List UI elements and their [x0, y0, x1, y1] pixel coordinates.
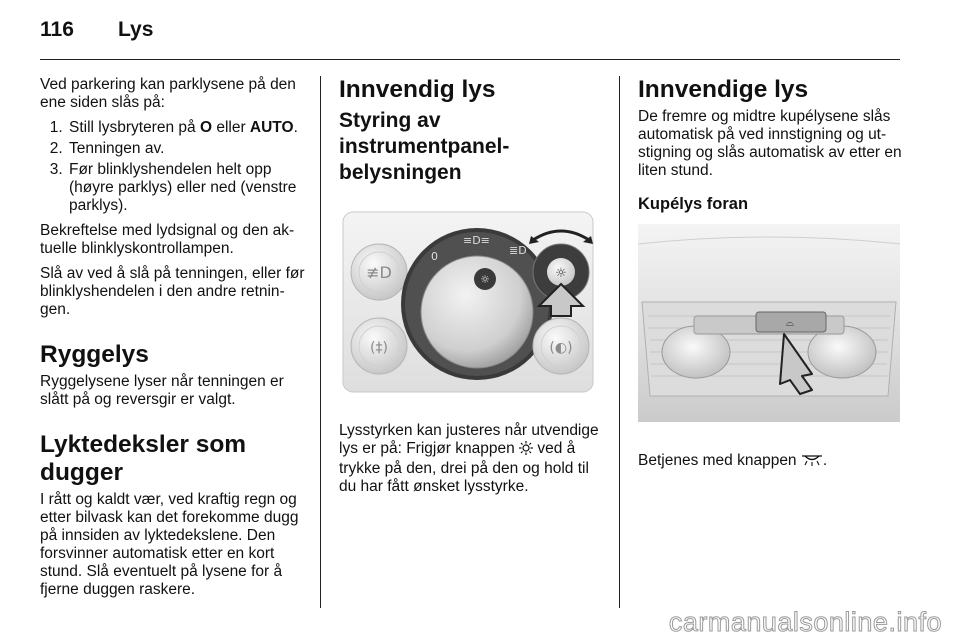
column-divider-2 [619, 76, 620, 608]
watermark: carmanualsonline.info [668, 607, 942, 637]
svg-text:0: 0 [431, 250, 438, 263]
confirmation-text: Bekreftelse med lydsignal og den aktuelle blinklyskontrollampen. [40, 222, 295, 257]
step-1: 1. Still lysbryteren på O eller AUTO. [67, 119, 308, 137]
column-2 [339, 76, 607, 503]
svg-text:☼: ☼ [480, 273, 490, 286]
dimmer-instructions: Lysstyrken kan justeres når utvendige lys er på: Frigjør knappen ved å trykke på den, drei på den og hold til du har fått ønsket lysstyrke. [339, 422, 599, 495]
column-1 [40, 76, 308, 606]
parking-intro: Ved parkering kan parklysene på den ene siden slås på: [40, 76, 296, 111]
svg-text:≡D≡: ≡D≡ [463, 234, 490, 247]
innvendige-lys-heading: Innvendige lys [638, 76, 809, 103]
dimmer-icon [519, 441, 533, 460]
instrument-lighting-heading: Styring av instrumentpanelbelysningen [339, 109, 510, 184]
section-title: Lys [118, 18, 154, 41]
interior-lights-text: De fremre og midtre kupélysene slås automatisk på ved innstigning og utstigning og slås automatisk av etter en liten stund. [638, 108, 902, 179]
header-rule [40, 59, 900, 60]
switch-off-text: Slå av ved å slå på tenningen, eller før blinklyshendelen i den andre retningen. [40, 265, 305, 318]
step-2: 2. Tenningen av. [67, 140, 308, 158]
page-number: 116 [40, 18, 74, 41]
switch-position-auto: AUTO [249, 119, 294, 136]
column-divider-1 [320, 76, 321, 608]
light-switch-illustration [339, 194, 601, 404]
courtesy-light-caption: Betjenes med knappen . [638, 452, 904, 472]
dugg-heading: Lyktedeksler som dugger [40, 431, 247, 486]
ryggelys-text: Ryggelysene lyser når tenningen er slått på og reversgir er valgt. [40, 373, 284, 408]
svg-text:(‡): (‡) [370, 340, 388, 356]
svg-text:⌓: ⌓ [786, 318, 794, 329]
switch-position-o: O [199, 119, 213, 136]
svg-text:☼: ☼ [555, 266, 567, 281]
dugg-text: I rått og kaldt vær, ved kraftig regn og etter bilvask kan det forekomme dugg på innsiden av lyktedekslene. Den forsvinner automatisk etter en kort stund. Slå eventuelt på lysene for å fjerne duggen raskere. [40, 491, 299, 598]
svg-text:≢D: ≢D [366, 263, 392, 282]
parking-steps [40, 119, 308, 215]
column-3 [638, 76, 904, 479]
courtesy-light-icon [801, 453, 823, 472]
innvendig-lys-heading: Innvendig lys [339, 76, 496, 103]
svg-text:≣D: ≣D [509, 244, 527, 257]
front-courtesy-light-illustration [638, 224, 900, 422]
step-3: 3. Før blinklyshendelen helt opp (høyre parklys) eller ned (venstre parklys). [67, 161, 308, 215]
front-courtesy-light-heading: Kupélys foran [638, 195, 749, 213]
ryggelys-heading: Ryggelys [40, 341, 149, 368]
svg-text:(◐): (◐) [549, 340, 573, 356]
